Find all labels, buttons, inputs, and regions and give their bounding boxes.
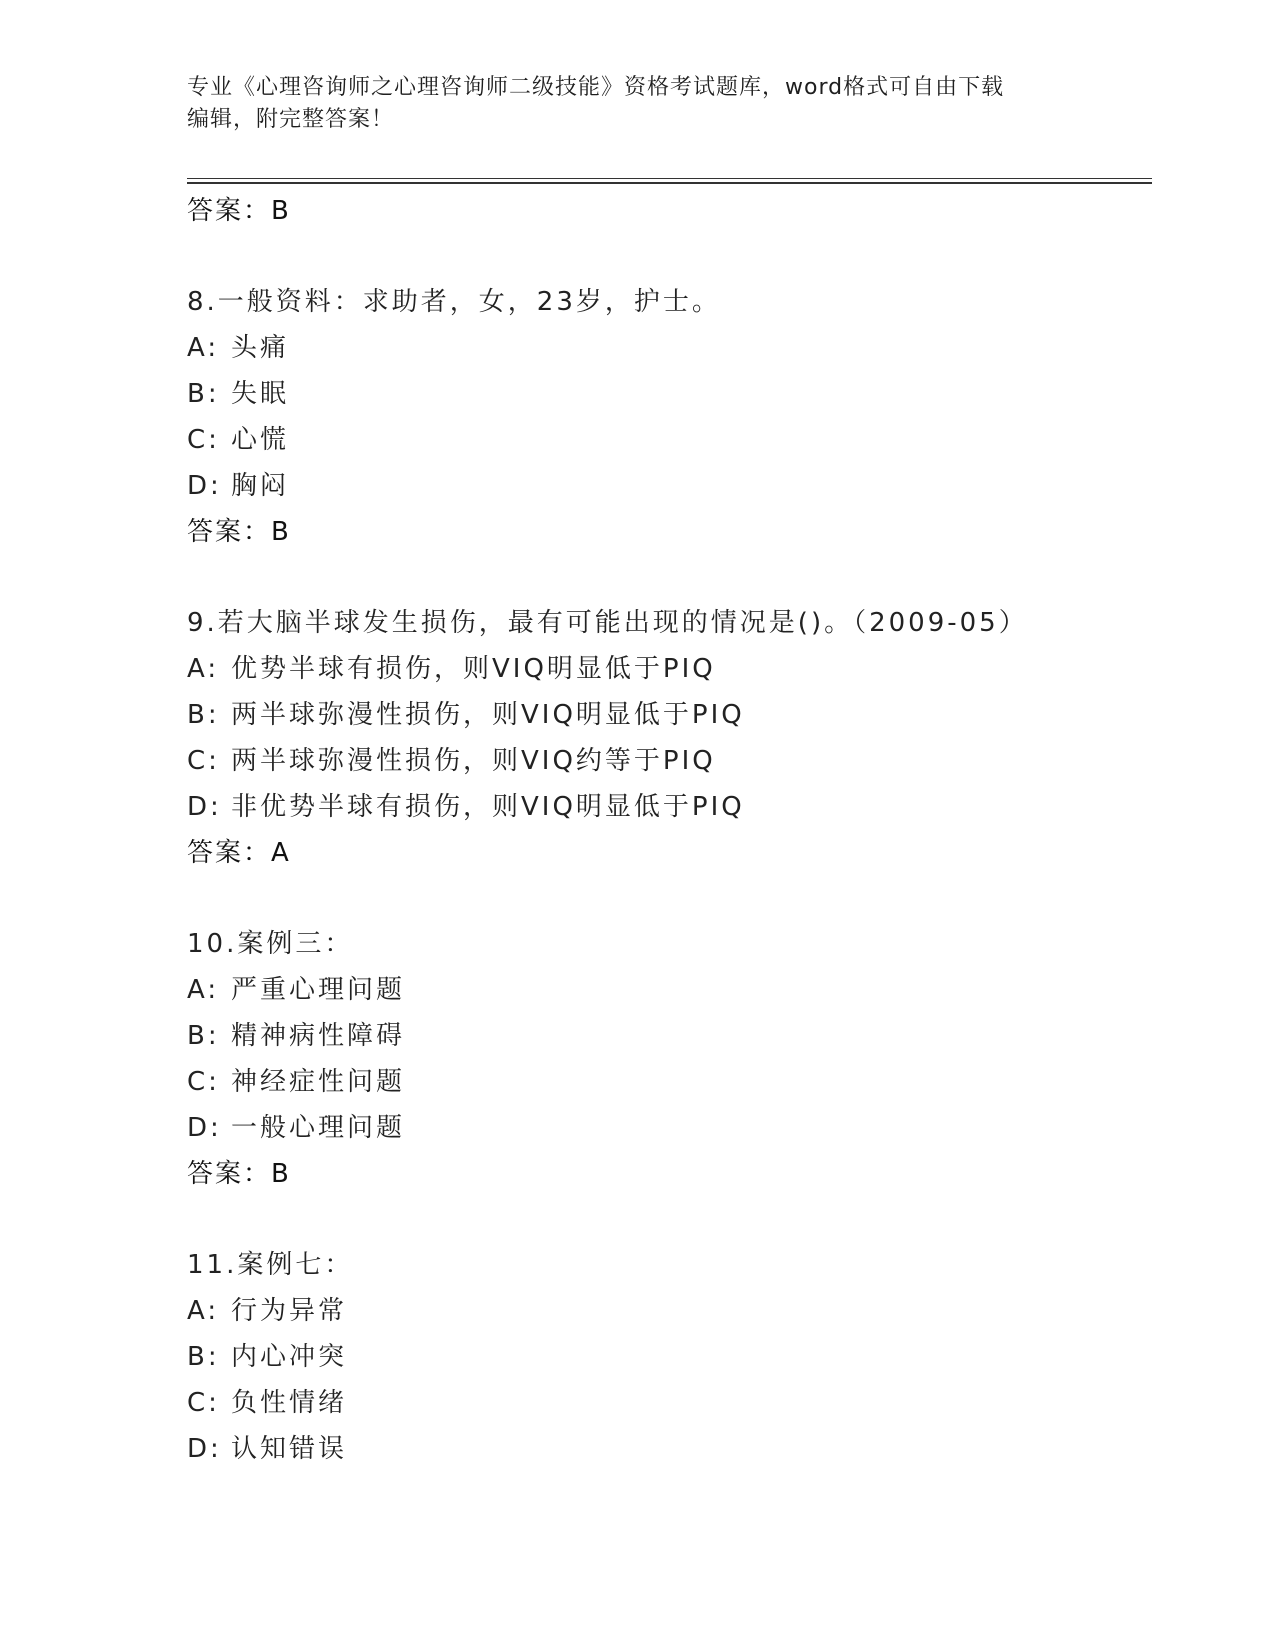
option-letter: D: [187,1434,222,1464]
option-text: 优势半球有损伤，则VIQ明显低于PIQ [231,654,716,684]
option-letter: C: [187,1067,220,1097]
option-letter: B: [187,1342,220,1372]
option-letter: A: [187,654,220,684]
spacer [187,555,1147,600]
option-letter: D: [187,471,222,501]
option-text: 两半球弥漫性损伤，则VIQ明显低于PIQ [231,700,745,730]
option-c [187,1380,1147,1426]
question-block [187,600,1147,876]
question-stem: 10.案例三： [187,929,354,959]
spacer [187,876,1147,921]
option-letter: A: [187,333,220,363]
question-stem: 11.案例七： [187,1250,354,1280]
option-letter: B: [187,700,220,730]
option-letter: A: [187,1296,220,1326]
option-text: 头痛 [231,333,290,363]
option-text: 行为异常 [231,1296,348,1326]
option-b [187,692,1147,738]
question-list [187,188,1147,1472]
option-text: 非优势半球有损伤，则VIQ明显低于PIQ [231,792,745,822]
option-text: 心慌 [231,425,290,455]
option-letter: C: [187,425,220,455]
option-text: 认知错误 [231,1434,348,1464]
option-text: 胸闷 [231,471,290,501]
option-text: 内心冲突 [231,1342,348,1372]
option-text: 失眠 [231,379,290,409]
header-divider-thin [187,178,1152,179]
option-a [187,325,1147,371]
answer-line: 答案：B [187,196,291,226]
header-divider-thick [187,182,1152,184]
option-c [187,1059,1147,1105]
option-a [187,646,1147,692]
option-b [187,371,1147,417]
option-text: 神经症性问题 [231,1067,406,1097]
option-d [187,784,1147,830]
option-c [187,738,1147,784]
question-block [187,279,1147,555]
option-text: 严重心理问题 [231,975,406,1005]
header-line-1: 专业《心理咨询师之心理咨询师二级技能》资格考试题库，word格式可自由下载 [187,75,1005,100]
spacer [187,234,1147,279]
option-text: 两半球弥漫性损伤，则VIQ约等于PIQ [231,746,716,776]
answer-line: 答案：B [187,517,291,547]
question-stem: 9.若大脑半球发生损伤，最有可能出现的情况是()。（2009-05） [187,608,1028,638]
spacer [187,1197,1147,1242]
option-c [187,417,1147,463]
option-text: 精神病性障碍 [231,1021,406,1051]
option-letter: A: [187,975,220,1005]
document-header [187,72,1087,136]
question-block [187,921,1147,1197]
option-a [187,1288,1147,1334]
option-letter: C: [187,1388,220,1418]
option-letter: D: [187,792,222,822]
option-text: 一般心理问题 [231,1113,406,1143]
answer-line: 答案：B [187,1159,291,1189]
option-d [187,1105,1147,1151]
option-d [187,1426,1147,1472]
option-b [187,1013,1147,1059]
option-text: 负性情绪 [231,1388,348,1418]
option-a [187,967,1147,1013]
answer-line: 答案：A [187,838,291,868]
question-stem: 8.一般资料：求助者，女，23岁，护士。 [187,287,721,317]
option-b [187,1334,1147,1380]
question-block [187,1242,1147,1472]
option-d [187,463,1147,509]
header-line-2: 编辑，附完整答案！ [187,107,395,132]
option-letter: C: [187,746,220,776]
option-letter: B: [187,1021,220,1051]
option-letter: D: [187,1113,222,1143]
option-letter: B: [187,379,220,409]
